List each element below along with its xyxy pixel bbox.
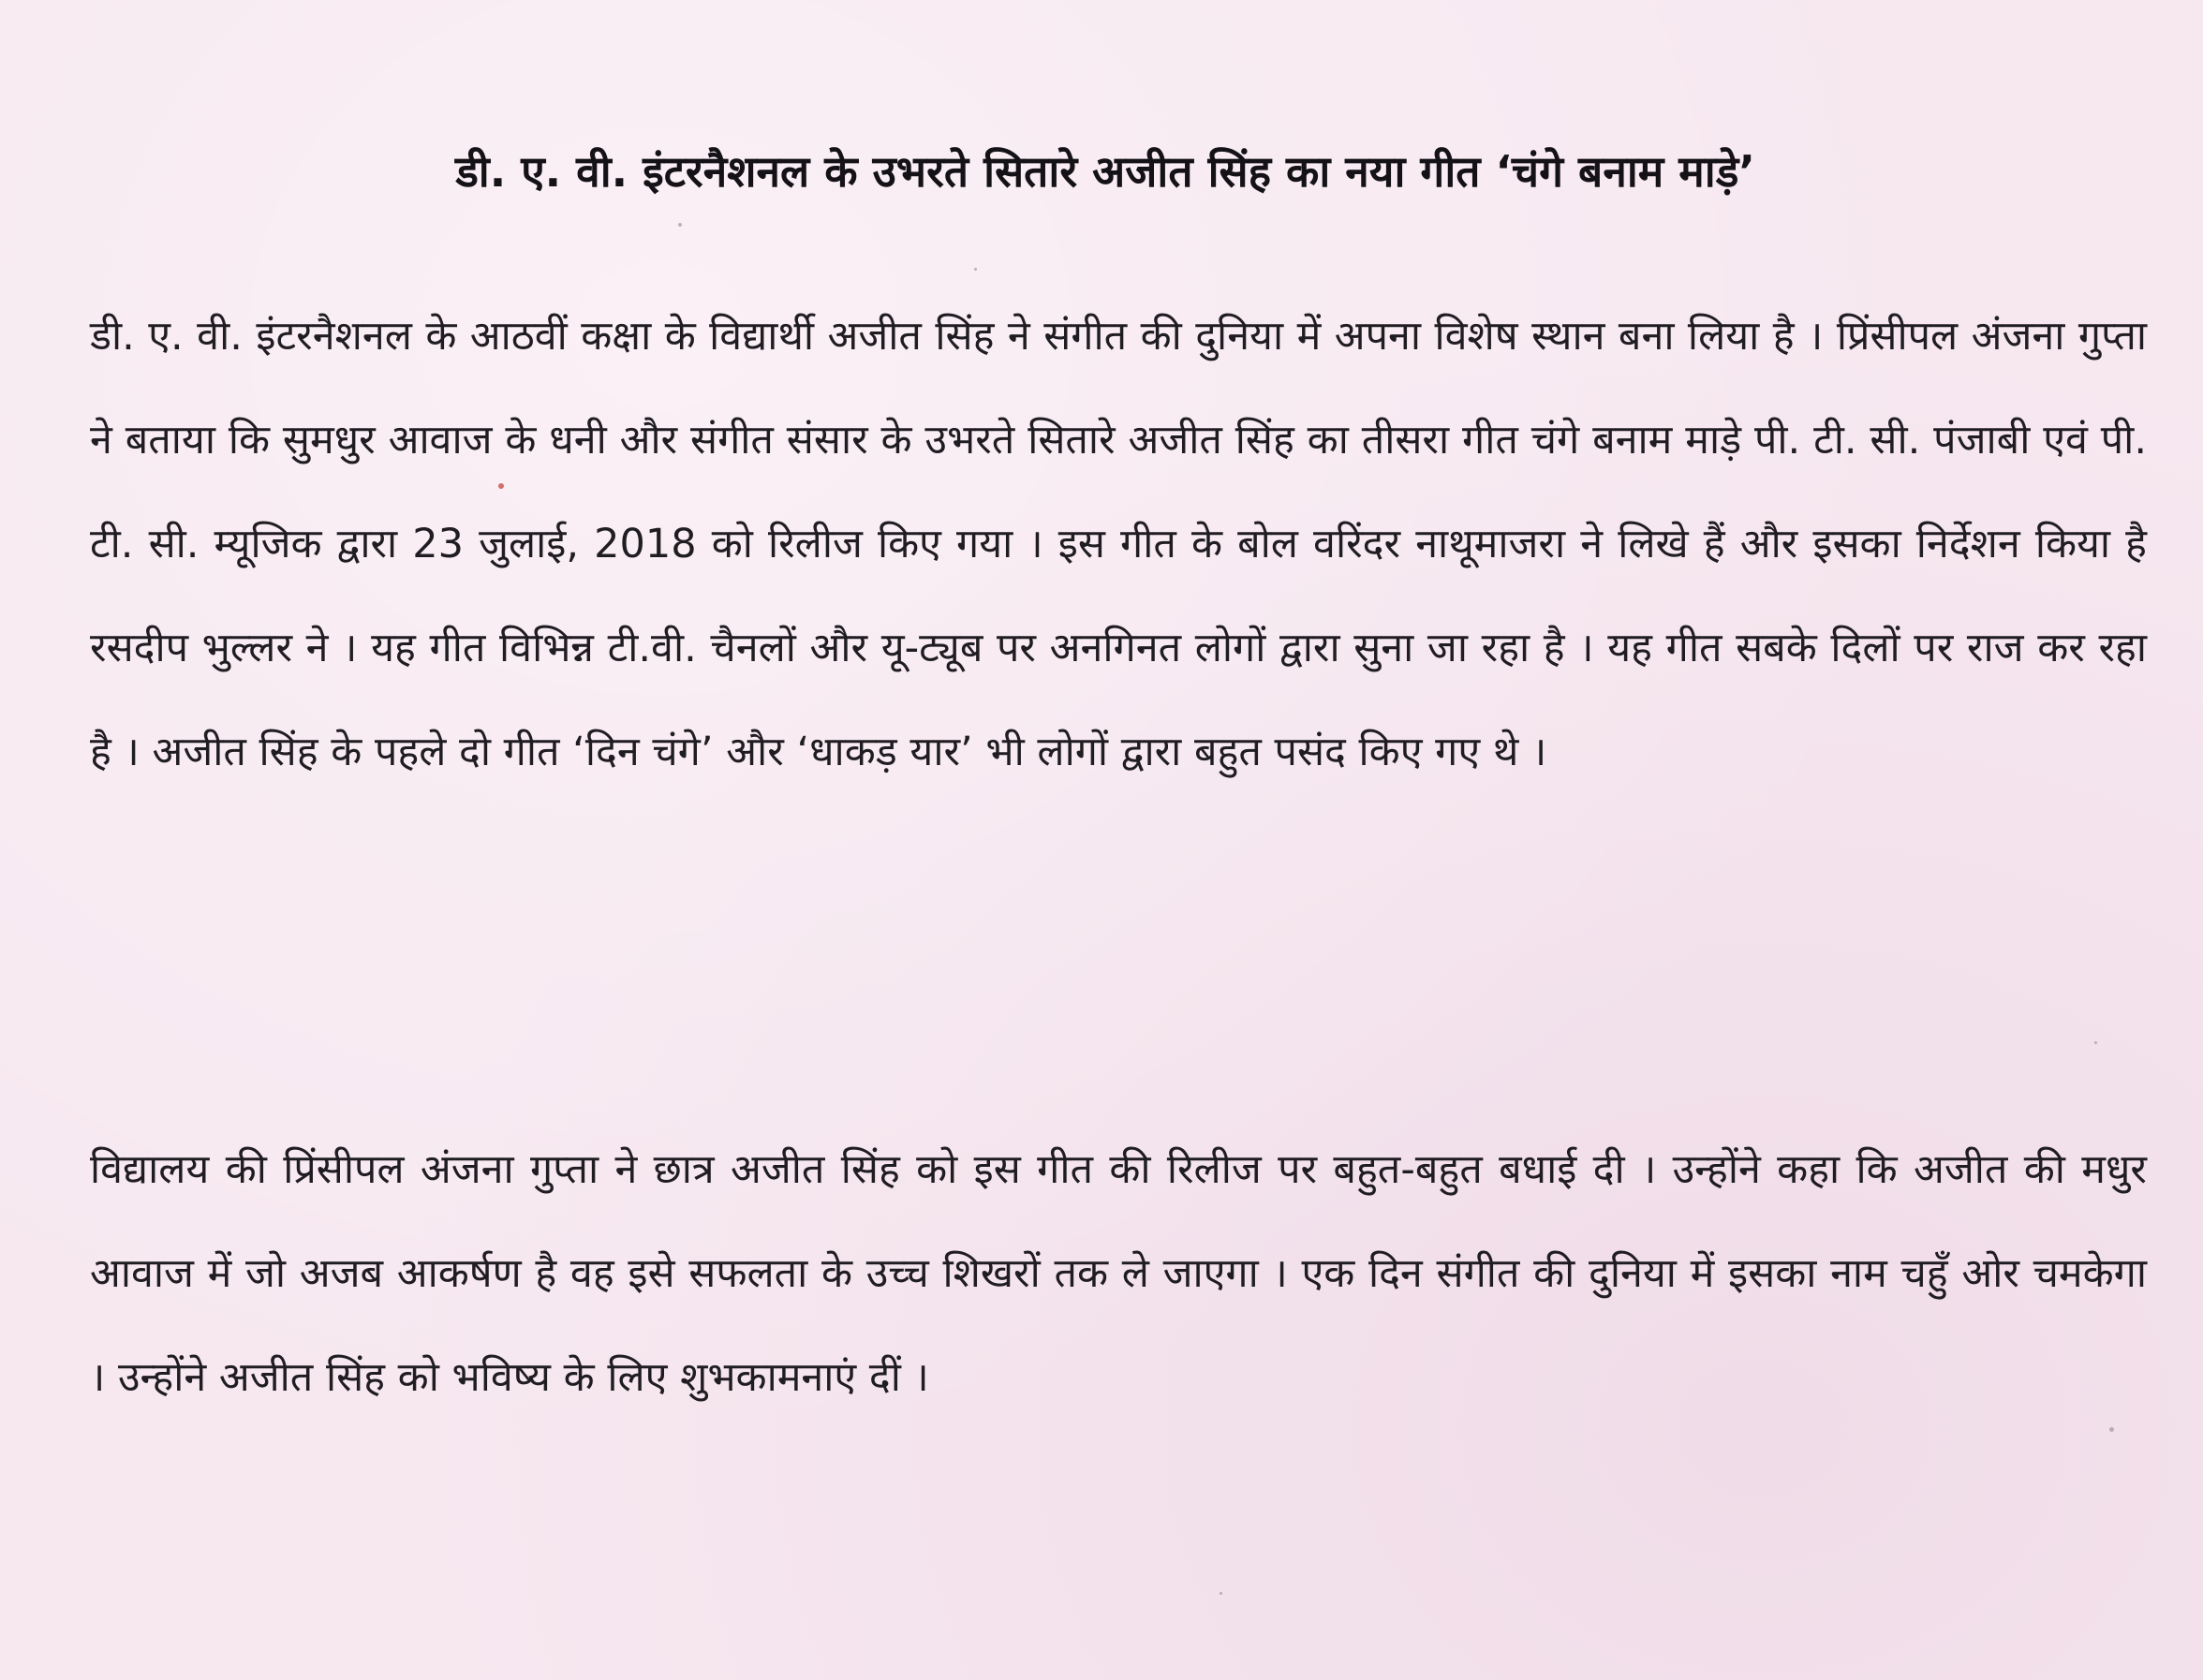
- document-title: डी. ए. वी. इंटरनैशनल के उभरते सितारे अजीत सिंह का नया गीत ‘चंगे बनाम माड़े’: [455, 146, 1755, 197]
- scan-speck: [678, 223, 682, 227]
- scan-speck: [2094, 1041, 2097, 1044]
- paragraph-1: डी. ए. वी. इंटरनैशनल के आठवीं कक्षा के विद्यार्थी अजीत सिंह ने संगीत की दुनिया में अपना विशेष स्थान बना लिया है । प्रिंसीपल अंजना गुप्ता ने बताया कि सुमधुर आवाज के धनी और संगीत संसार के उभरते सितारे अजीत सिंह का तीसरा गीत चंगे बनाम माड़े पी. टी. सी. पंजाबी एवं पी. टी. सी. म्यूजिक द्वारा 23 जुलाई, 2018 को रिलीज किए गया । इस गीत के बोल वरिंदर नाथूमाजरा ने लिखे हैं और इसका निर्देशन किया है रसदीप भुल्लर ने । यह गीत विभिन्न टी.वी. चैनलों और यू-ट्यूब पर अनगिनत लोगों द्वारा सुना जा रहा है । यह गीत सबके दिलों पर राज कर रहा है । अजीत सिंह के पहले दो गीत ‘दिन चंगे’ और ‘धाकड़ यार’ भी लोगों द्वारा बहुत पसंद किए गए थे ।: [90, 313, 2147, 775]
- scan-speck: [2109, 1427, 2114, 1432]
- scan-speck: [498, 483, 504, 489]
- scan-speck: [974, 268, 977, 271]
- scan-speck: [1220, 1592, 1222, 1595]
- paragraph-2: विद्यालय की प्रिंसीपल अंजना गुप्ता ने छात्र अजीत सिंह को इस गीत की रिलीज पर बहुत-बहुत बधाई दी । उन्होंने कहा कि अजीत की मधुर आवाज में जो अजब आकर्षण है वह इसे सफलता के उच्च शिखरों तक ले जाएगा । एक दिन संगीत की दुनिया में इसका नाम चहुँ ओर चमकेगा । उन्होंने अजीत सिंह को भविष्य के लिए शुभकामनाएं दीं ।: [90, 1146, 2147, 1401]
